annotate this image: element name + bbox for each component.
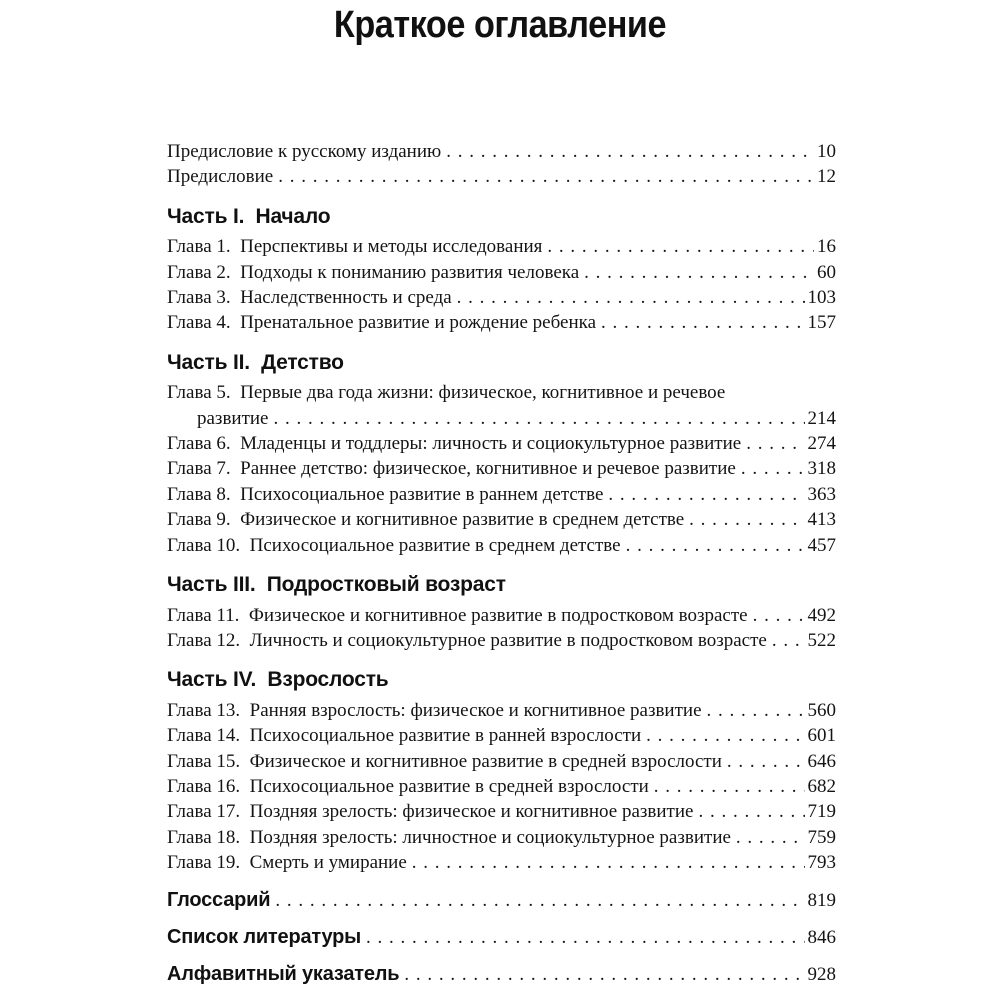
dot-leader: [689, 507, 804, 532]
part-section: [167, 667, 836, 875]
toc-entry-label: Глава 8. Психосоциальное развитие в раннем детстве: [167, 483, 604, 505]
toc-entry-label: Глава 13. Ранняя взрослость: физическое и когнитивное развитие: [167, 699, 702, 721]
toc-entry-page: 601: [807, 725, 836, 747]
dot-leader: [275, 888, 804, 913]
back-matter: [167, 888, 836, 988]
toc-entry: [167, 456, 836, 481]
dot-leader: [753, 603, 805, 628]
toc-entry-label: Глава 2. Подходы к пониманию развития человека: [167, 261, 580, 283]
toc-entry-label: Глава 15. Физическое и когнитивное развитие в средней взрослости: [167, 750, 722, 772]
dot-leader: [727, 749, 805, 774]
dot-leader: [446, 139, 814, 164]
toc-entry-page: 492: [807, 604, 836, 626]
dot-leader: [412, 850, 805, 875]
dot-leader: [698, 799, 804, 824]
toc-entry: [167, 825, 836, 850]
toc-entry: [167, 482, 836, 507]
toc-entry-label: Глава 10. Психосоциальное развитие в среднем детстве: [167, 534, 621, 556]
toc-entry: [167, 603, 836, 628]
dot-leader: [608, 482, 804, 507]
toc-entry: [167, 380, 836, 405]
dot-leader: [626, 533, 805, 558]
dot-leader: [772, 628, 805, 653]
toc-entry: [167, 628, 836, 653]
toc-entry: [167, 799, 836, 824]
part-heading: Часть IV. Взрослость: [167, 668, 389, 692]
toc-entry-label: Глава 18. Поздняя зрелость: личностное и социокультурное развитие: [167, 826, 731, 848]
dot-leader: [746, 431, 804, 456]
toc-entry: [167, 234, 836, 259]
toc-entry: [167, 925, 836, 950]
toc-entry: [167, 749, 836, 774]
toc-content: [167, 139, 836, 988]
toc-entry-label: Глава 3. Наследственность и среда: [167, 287, 452, 309]
toc-entry-label: Глава 12. Личность и социокультурное развитие в подростковом возрасте: [167, 629, 767, 651]
toc-entry-label: Глава 16. Психосоциальное развитие в средней взрослости: [167, 775, 649, 797]
toc-entry-page: 819: [807, 889, 836, 911]
toc-entry-label: Глава 4. Пренатальное развитие и рождение ребенка: [167, 312, 597, 334]
toc-entry-label: Список литературы: [167, 925, 362, 948]
toc-entry-label: Глава 1. Перспективы и методы исследования: [167, 236, 543, 258]
toc-entry-page: 413: [807, 509, 836, 531]
toc-entry-label: Глоссарий: [167, 888, 271, 911]
toc-entry-page: 274: [807, 433, 836, 455]
dot-leader: [736, 825, 805, 850]
toc-entry-page: 16: [817, 236, 836, 258]
dot-leader: [457, 285, 805, 310]
toc-entry-label: Глава 14. Психосоциальное развитие в ранней взрослости: [167, 725, 642, 747]
toc-entry-label: Глава 6. Младенцы и тоддлеры: личность и социокультурное развитие: [167, 433, 742, 455]
part-section: [167, 572, 836, 653]
toc-entry-page: 846: [807, 926, 836, 948]
toc-entry-page: 157: [807, 312, 836, 334]
toc-entry-label: Глава 19. Смерть и умирание: [167, 852, 407, 874]
toc-entry: [167, 507, 836, 532]
dot-leader: [584, 260, 814, 285]
toc-entry-page: 719: [807, 801, 836, 823]
toc-entry-label: Глава 9. Физическое и когнитивное развитие в среднем детстве: [167, 509, 685, 531]
dot-leader: [646, 723, 804, 748]
toc-entry-page: 928: [807, 964, 836, 986]
page-title: Краткое оглавление: [333, 4, 667, 46]
toc-entry-page: 12: [817, 166, 836, 188]
toc-entry: [167, 310, 836, 335]
dot-leader: [741, 456, 805, 481]
toc-entry-label: Предисловие к русскому изданию: [167, 141, 442, 162]
toc-entry: [167, 533, 836, 558]
part-section: [167, 350, 836, 558]
toc-entry: [167, 850, 836, 875]
toc-entry-label: Глава 11. Физическое и когнитивное развитие в подростковом возрасте: [167, 604, 748, 626]
toc-entry-label: развитие: [197, 407, 269, 429]
toc-entry-label: Глава 7. Раннее детство: физическое, когнитивное и речевое развитие: [167, 458, 736, 480]
toc-entry-page: 560: [807, 699, 836, 721]
toc-entry-page: 682: [807, 775, 836, 797]
toc-entry-page: 103: [807, 287, 836, 309]
dot-leader: [278, 164, 814, 189]
dot-leader: [601, 310, 804, 335]
front-matter: [167, 139, 836, 190]
toc-entry-page: 522: [807, 629, 836, 651]
toc-entry-page: 457: [807, 534, 836, 556]
toc-entry-page: 793: [807, 852, 836, 874]
toc-entry-continuation: [167, 406, 836, 431]
toc-entry-page: 214: [807, 407, 836, 429]
part-heading: Часть II. Детство: [167, 350, 344, 374]
toc-entry-label: Глава 17. Поздняя зрелость: физическое и когнитивное развитие: [167, 801, 694, 823]
toc-entry-page: 646: [807, 750, 836, 772]
toc-entry-page: 759: [807, 826, 836, 848]
toc-entry-page: 60: [817, 261, 836, 283]
toc-entry-page: 363: [807, 483, 836, 505]
toc-entry-page: 10: [817, 141, 836, 162]
toc-entry: [167, 139, 836, 164]
dot-leader: [707, 698, 805, 723]
toc-entry: [167, 285, 836, 310]
toc-entry: [167, 164, 836, 189]
toc-entry: [167, 431, 836, 456]
toc-entry-label: Глава 5. Первые два года жизни: физическое, когнитивное и речевое: [167, 382, 726, 404]
toc-entry: [167, 962, 836, 987]
dot-leader: [654, 774, 805, 799]
part-heading: Часть I. Начало: [167, 204, 331, 228]
dot-leader: [366, 925, 804, 950]
toc-entry: [167, 888, 836, 913]
part-section: [167, 204, 836, 336]
toc-entry: [167, 698, 836, 723]
dot-leader: [547, 234, 814, 259]
toc-entry-label: Предисловие: [167, 166, 274, 188]
dot-leader: [404, 962, 804, 987]
toc-entry: [167, 723, 836, 748]
dot-leader: [273, 406, 804, 431]
toc-entry: [167, 774, 836, 799]
toc-entry-label: Алфавитный указатель: [167, 963, 400, 986]
part-heading: Часть III. Подростковый возраст: [167, 573, 506, 597]
toc-entry: [167, 260, 836, 285]
toc-entry-page: 318: [807, 458, 836, 480]
